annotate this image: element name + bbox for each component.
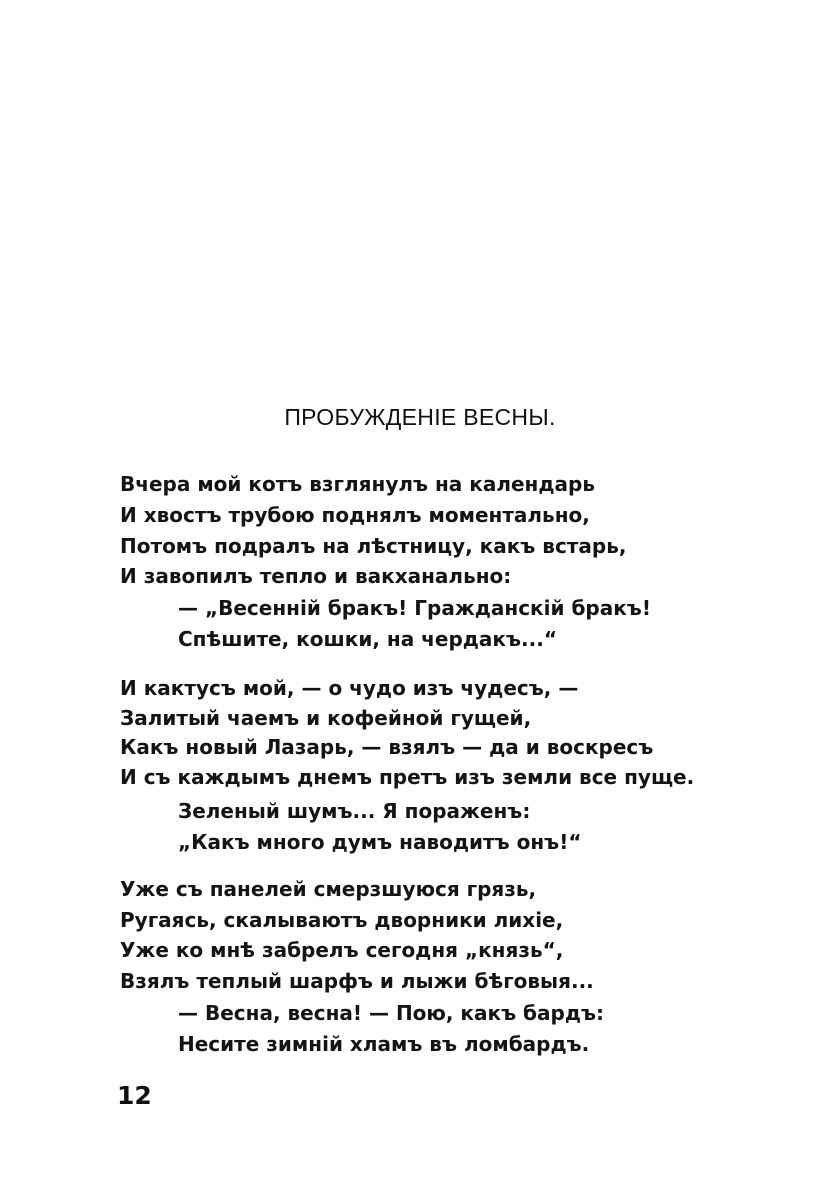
poem-line: И хвостъ трубою поднялъ моментально, [120,503,590,527]
refrain-line: Спѣшите, кошки, на чердакъ...“ [178,627,557,651]
poem-line: Взялъ теплый шарфъ и лыжи бѣговыя... [120,969,594,993]
poem-line: Залитый чаемъ и кофейной гущей, [120,706,532,730]
refrain-line: Несите зимній хламъ въ ломбардъ. [178,1032,590,1056]
refrain-line: — „Весенній бракъ! Гражданскій бракъ! [178,596,651,620]
poem-line: И съ каждымъ днемъ претъ изъ земли все пуще. [120,765,695,789]
refrain-line: — Весна, весна! — Пою, какъ бардъ: [178,1001,605,1025]
poem-line: И завопилъ тепло и вакханально: [120,564,512,588]
poem-line: Ругаясь, скалываютъ дворники лихіе, [120,908,564,932]
poem-line: Уже съ панелей смерзшуюся грязь, [120,877,537,901]
poem-line: Потомъ подралъ на лѣстницу, какъ встарь, [120,534,627,558]
poem-line: Вчера мой котъ взглянулъ на календарь [120,472,595,496]
page-number: 12 [117,1081,152,1110]
poem-line: Уже ко мнѣ забрелъ сегодня „князь“, [120,938,564,962]
poem-line: Какъ новый Лазарь, — взялъ — да и воскресъ [120,735,654,759]
poem-line: И кактусъ мой, — о чудо изъ чудесъ, — [120,676,579,700]
refrain-line: Зеленый шумъ... Я пораженъ: [178,799,531,823]
refrain-line: „Какъ много думъ наводитъ онъ!“ [178,830,582,854]
poem-title: ПРОБУЖДЕНІЕ ВЕСНЫ. [284,404,556,430]
